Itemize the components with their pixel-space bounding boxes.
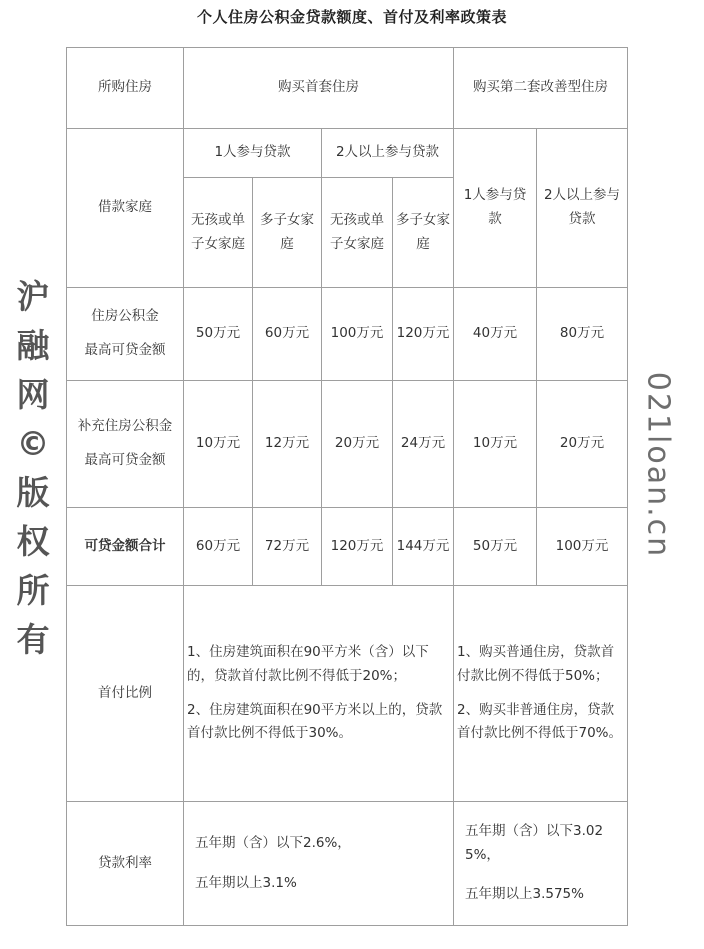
table-cell: 50万元 xyxy=(454,508,537,586)
table-cell: 60万元 xyxy=(253,288,322,381)
supplementary-max-loan-label: 补充住房公积金 最高可贷金额 xyxy=(67,381,184,508)
table-cell: 144万元 xyxy=(393,508,454,586)
table-cell: 80万元 xyxy=(537,288,628,381)
total-loan-label: 可贷金额合计 xyxy=(67,508,184,586)
down-payment-label: 首付比例 xyxy=(67,586,184,802)
table-cell: 100万元 xyxy=(537,508,628,586)
table-cell: 10万元 xyxy=(184,381,253,508)
table-cell: 12万元 xyxy=(253,381,322,508)
table-title: 个人住房公积金贷款额度、首付及利率政策表 xyxy=(196,8,507,26)
table-row xyxy=(67,508,628,586)
second-one-person-header: 1人参与贷款 xyxy=(454,129,537,288)
interest-rate-label: 贷款利率 xyxy=(67,802,184,926)
table-row xyxy=(67,586,628,802)
table-cell: 120万元 xyxy=(322,508,393,586)
table-row xyxy=(67,48,628,129)
down-payment-first-home: 1、住房建筑面积在90平方米（含）以下的，贷款首付款比例不得低于20%； 2、住房建筑面积在90平方米以上的，贷款首付款比例不得低于30%。 xyxy=(184,586,454,802)
no-child-family-header: 无孩或单子女家庭 xyxy=(322,178,393,288)
second-two-plus-header: 2人以上参与贷款 xyxy=(537,129,628,288)
table-cell: 100万元 xyxy=(322,288,393,381)
table-cell: 24万元 xyxy=(393,381,454,508)
interest-rate-second-home: 五年期（含）以下3.025%， 五年期以上3.575% xyxy=(454,802,628,926)
table-cell: 72万元 xyxy=(253,508,322,586)
table-cell: 20万元 xyxy=(322,381,393,508)
multi-child-family-header: 多子女家庭 xyxy=(393,178,454,288)
table-cell: 50万元 xyxy=(184,288,253,381)
table-row xyxy=(67,129,628,178)
no-child-family-header: 无孩或单子女家庭 xyxy=(184,178,253,288)
borrower-family-header: 借款家庭 xyxy=(67,129,184,288)
table-row xyxy=(67,381,628,508)
table-cell: 60万元 xyxy=(184,508,253,586)
table-row xyxy=(67,802,628,926)
second-home-header: 购买第二套改善型住房 xyxy=(454,48,628,129)
table-cell: 10万元 xyxy=(454,381,537,508)
hpf-max-loan-label: 住房公积金 最高可贷金额 xyxy=(67,288,184,381)
site-watermark: 021loan.cn xyxy=(640,371,676,559)
table-row xyxy=(67,288,628,381)
table-cell: 120万元 xyxy=(393,288,454,381)
copyright-watermark: 沪 融 网 © 版 权 所 有 xyxy=(16,277,50,659)
table-cell: 20万元 xyxy=(537,381,628,508)
multi-child-family-header: 多子女家庭 xyxy=(253,178,322,288)
table-cell: 40万元 xyxy=(454,288,537,381)
purchased-housing-header: 所购住房 xyxy=(67,48,184,129)
one-person-header: 1人参与贷款 xyxy=(184,129,322,178)
interest-rate-first-home: 五年期（含）以下2.6%， 五年期以上3.1% xyxy=(184,802,454,926)
first-home-header: 购买首套住房 xyxy=(184,48,454,129)
two-plus-header: 2人以上参与贷款 xyxy=(322,129,454,178)
policy-table xyxy=(66,47,628,926)
down-payment-second-home: 1、购买普通住房，贷款首付款比例不得低于50%； 2、购买非普通住房，贷款首付款比例不得低于70%。 xyxy=(454,586,628,802)
